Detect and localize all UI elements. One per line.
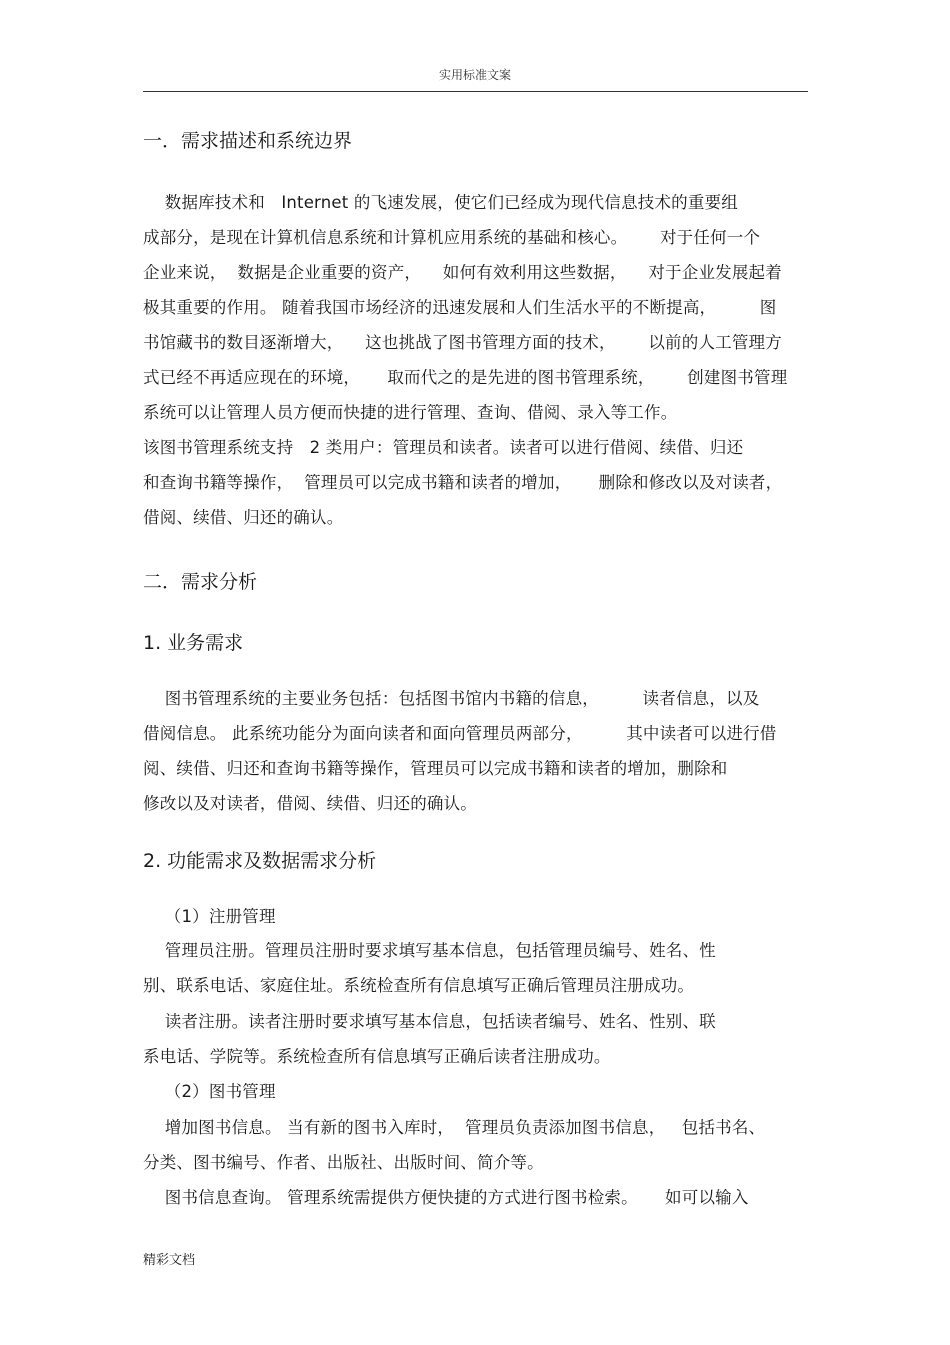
paragraph-line: 系统可以让管理人员方便而快捷的进行管理、查询、借阅、录入等工作。 [143,403,678,422]
paragraph-line: 借阅、续借、归还的确认。 [143,508,344,527]
subheading-book-management: （2）图书管理 [143,1082,276,1101]
page-header-title: 实用标准文案 [438,68,511,82]
paragraph-line: 增加图书信息。 当有新的图书入库时， 管理员负责添加图书信息， 包括书名、 [143,1118,766,1137]
paragraph-line: 书馆藏书的数目逐渐增大， 这也挑战了图书管理方面的技术， 以前的人工管理方 [143,333,782,352]
paragraph-line: 企业来说， 数据是企业重要的资产， 如何有效利用这些数据， 对于企业发展起着 [143,263,782,282]
paragraph-line: 阅、续借、归还和查询书籍等操作，管理员可以完成书籍和读者的增加，删除和 [143,759,728,778]
paragraph-line: 图书信息查询。 管理系统需提供方便快捷的方式进行图书检索。 如可以输入 [143,1188,749,1207]
paragraph-line: 式已经不再适应现在的环境， 取而代之的是先进的图书管理系统， 创建图书管理 [143,368,788,387]
paragraph-line: 系电话、学院等。系统检查所有信息填写正确后读者注册成功。 [143,1047,611,1066]
heading-requirements-description: 一．需求描述和系统边界 [143,130,353,152]
paragraph-line: 该图书管理系统支持 2 类用户：管理员和读者。读者可以进行借阅、续借、归还 [143,438,744,457]
subheading-registration: （1）注册管理 [143,907,276,926]
paragraph-line: 极其重要的作用。 随着我国市场经济的迅速发展和人们生活水平的不断提高， 图 [143,298,777,317]
heading-business-requirements: 1. 业务需求 [143,632,244,654]
paragraph-line: 读者注册。读者注册时要求填写基本信息，包括读者编号、姓名、性别、联 [143,1012,716,1031]
heading-functional-data-requirements: 2. 功能需求及数据需求分析 [143,850,377,872]
paragraph-line: 数据库技术和 Internet 的飞速发展，使它们已经成为现代信息技术的重要组 [143,193,738,212]
paragraph-line: 借阅信息。 此系统功能分为面向读者和面向管理员两部分， 其中读者可以进行借 [143,724,777,743]
paragraph-line: 修改以及对读者，借阅、续借、归还的确认。 [143,794,477,813]
paragraph-line: 成部分，是现在计算机信息系统和计算机应用系统的基础和核心。 对于任何一个 [143,228,761,247]
paragraph-line: 分类、图书编号、作者、出版社、出版时间、简介等。 [143,1153,544,1172]
paragraph-line: 和查询书籍等操作， 管理员可以完成书籍和读者的增加， 删除和修改以及对读者， [143,473,783,492]
header-divider [143,91,808,92]
paragraph-line: 图书管理系统的主要业务包括：包括图书馆内书籍的信息， 读者信息，以及 [143,689,760,708]
paragraph-line: 别、联系电话、家庭住址。系统检查所有信息填写正确后管理员注册成功。 [143,976,695,995]
page-footer-text: 精彩文档 [143,1253,196,1268]
paragraph-line: 管理员注册。管理员注册时要求填写基本信息，包括管理员编号、姓名、性 [143,941,716,960]
heading-requirements-analysis: 二．需求分析 [143,571,258,593]
